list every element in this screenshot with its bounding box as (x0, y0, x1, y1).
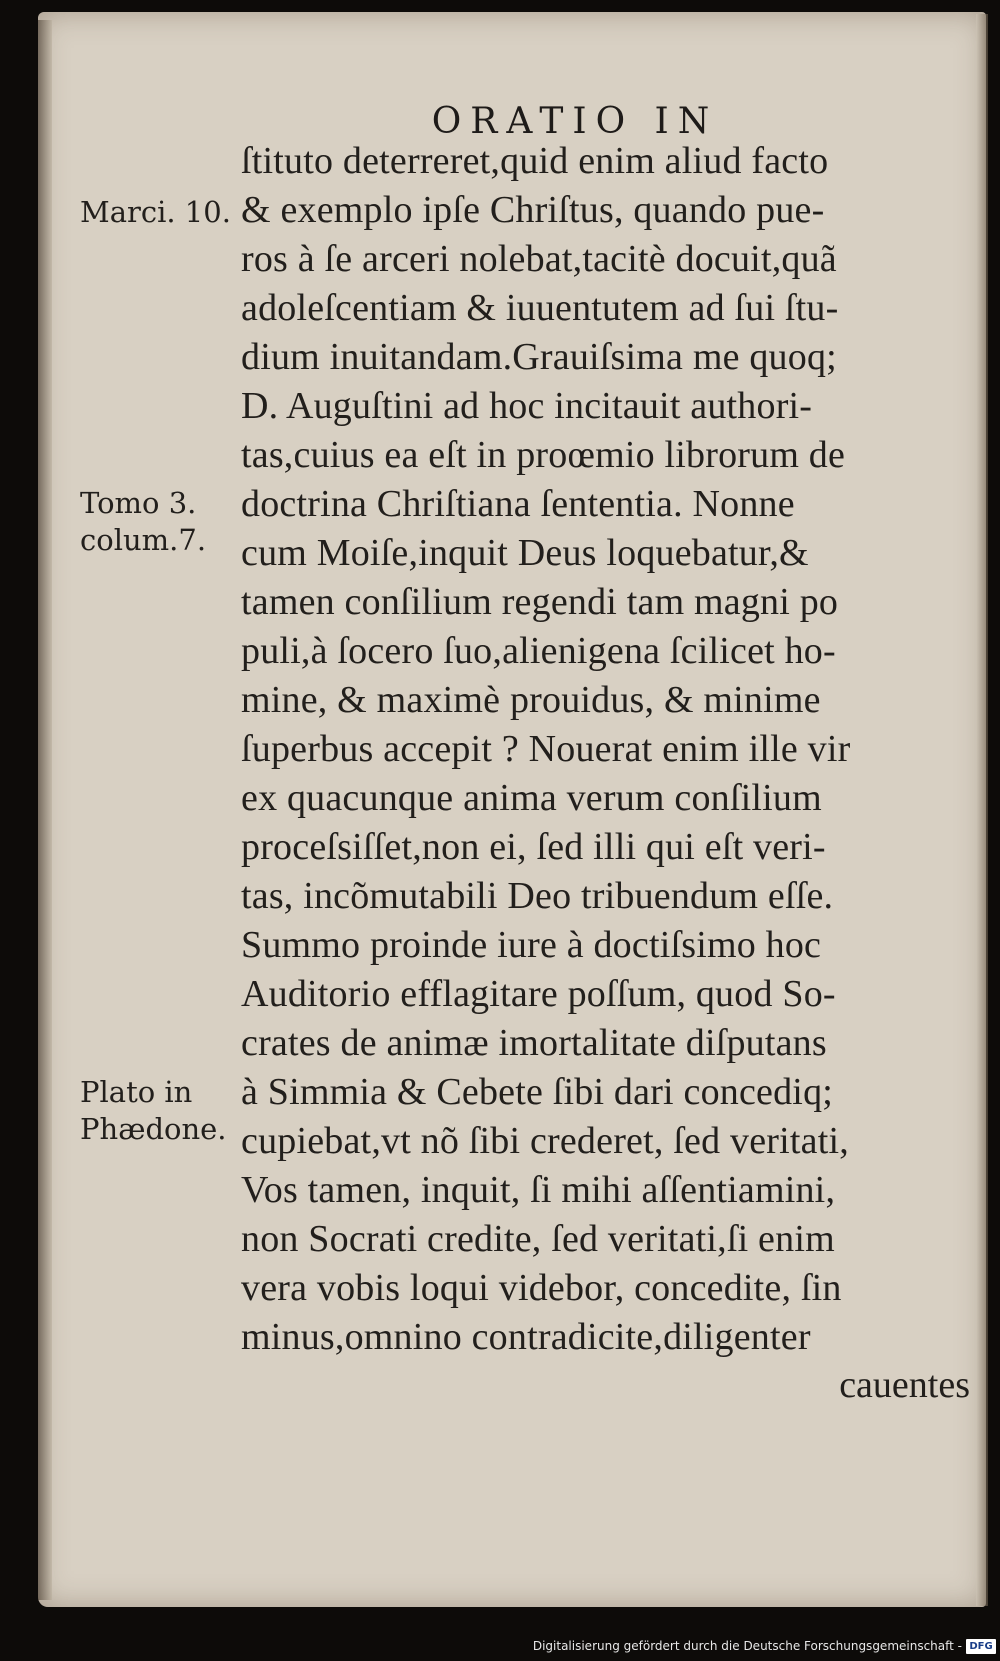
page-edge (976, 14, 988, 1606)
text-line: ſtituto deterreret,quid enim aliud facto (241, 140, 829, 182)
running-header: ORATIO IN (431, 101, 719, 142)
text-line: ex quacunque anima verum conſilium (241, 777, 822, 819)
margin-note-plato: Plato in (80, 1075, 193, 1109)
catchword: cauentes (839, 1364, 970, 1406)
text-line: cum Moiſe,inquit Deus loquebatur,& (241, 532, 809, 574)
text-line: Auditorio efflagitare poſſum, quod So- (241, 973, 836, 1015)
margin-note-tomo: Tomo 3. (80, 486, 197, 520)
text-line: vera vobis loqui videbor, concedite, ſin (241, 1267, 842, 1309)
text-line: cupiebat,vt nõ ſibi crederet, ſed veritati, (241, 1120, 849, 1162)
text-line: mine, & maximè prouidus, & minime (241, 679, 821, 721)
text-line: Vos tamen, inquit, ſi mihi aſſentiamini, (241, 1169, 836, 1211)
text-line: dium inuitandam.Grauiſsima me quoq; (241, 336, 837, 378)
text-line: D. Auguſtini ad hoc incitauit authori- (241, 385, 813, 427)
text-line: à Simmia & Cebete ſibi dari concediq; (241, 1071, 834, 1113)
margin-note-marci: Marci. 10. (80, 195, 231, 229)
text-line: non Socrati credite, ſed veritati,ſi enim (241, 1218, 835, 1260)
digitization-footer (533, 1635, 996, 1657)
text-line: ros à ſe arceri nolebat,tacitè docuit,quã (241, 238, 837, 280)
footer-credit: Digitalisierung gefördert durch die Deutsche Forschungsgemeinschaft - (532, 1639, 962, 1653)
text-line: & exemplo ipſe Chriſtus, quando pue- (241, 189, 825, 231)
text-line: proceſsiſſet,non ei, ſed illi qui eſt veri- (241, 826, 826, 868)
text-line: ſuperbus accepit ? Nouerat enim ille vir (241, 728, 851, 770)
text-line: doctrina Chriſtiana ſententia. Nonne (241, 483, 795, 525)
text-line: adoleſcentiam & iuuentutem ad ſui ſtu- (241, 287, 839, 329)
text-line: minus,omnino contradicite,diligenter (241, 1316, 811, 1358)
text-line: Summo proinde iure à doctiſsimo hoc (241, 924, 822, 966)
margin-note-phaedone: Phædone. (80, 1112, 227, 1146)
text-line: tas,cuius ea eſt in proœmio librorum de (241, 434, 846, 476)
text-line: puli,à ſocero ſuo,alienigena ſcilicet ho- (241, 630, 836, 672)
text-line: tamen conſilium regendi tam magni po (241, 581, 839, 623)
page-gutter-shadow (38, 20, 52, 1600)
text-line: tas, incõmutabili Deo tribuendum eſſe. (241, 875, 834, 917)
dfg-logo-icon: DFG (966, 1639, 996, 1654)
margin-note-colum: colum.7. (80, 523, 207, 557)
text-line: crates de animæ imortalitate diſputans (241, 1022, 827, 1064)
